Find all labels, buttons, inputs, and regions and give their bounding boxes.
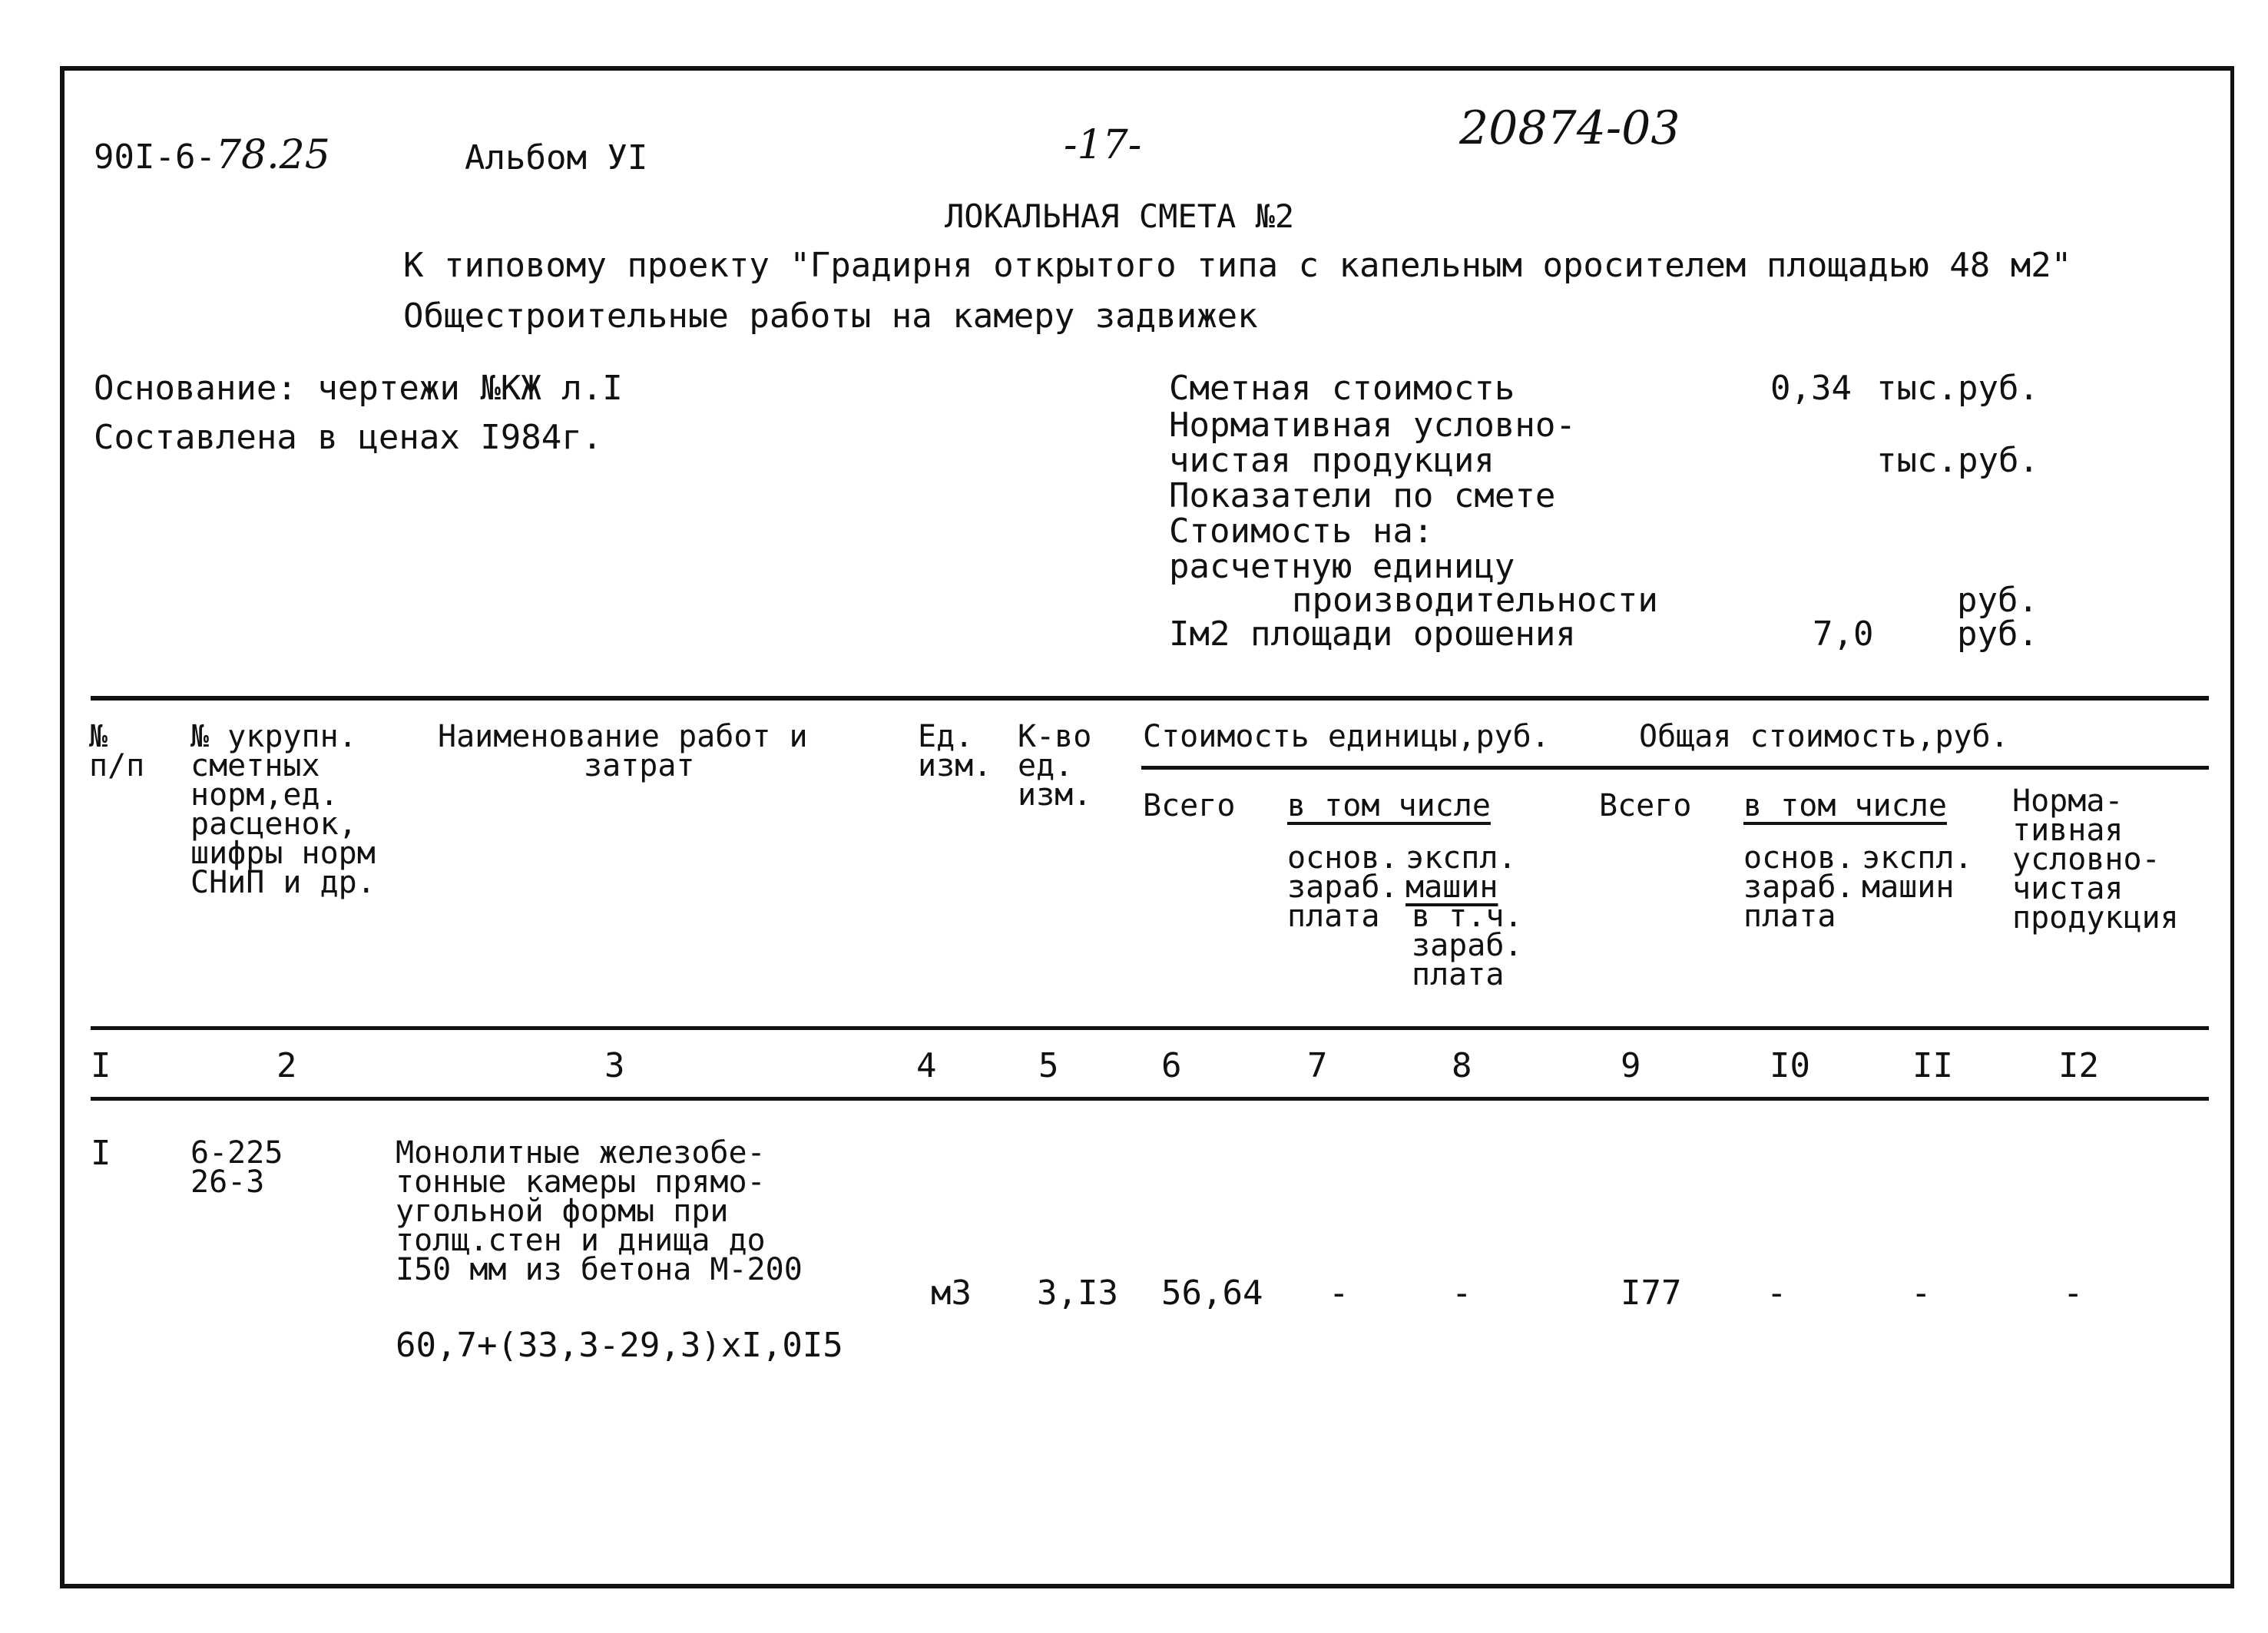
header-total-cost: Общая стоимость,руб. bbox=[1639, 719, 2009, 754]
header-total-base-wage: основ. зараб. плата bbox=[1743, 840, 1855, 934]
document-title: ЛОКАЛЬНАЯ СМЕТА №2 bbox=[945, 197, 1295, 235]
row-formula: 60,7+(33,3-29,3)хI,0I5 bbox=[396, 1326, 843, 1365]
row-normative: - bbox=[2063, 1274, 2084, 1313]
doc-code: 90I-6-78.25 bbox=[94, 132, 330, 178]
cost-group-rule bbox=[1141, 766, 2209, 770]
header-col-5: К-во ед. изм. bbox=[1018, 719, 1092, 813]
row-unit-base-wage: - bbox=[1329, 1274, 1349, 1313]
header-total-including: в том числе bbox=[1743, 788, 1947, 823]
row-unit: м3 bbox=[931, 1274, 972, 1313]
header-col-2: № укрупн. сметных норм,ед. расценок, шифры норм СНиП и др. bbox=[190, 719, 376, 900]
header-unit-machine-b: машин bbox=[1405, 869, 1498, 905]
colnum-5: 5 bbox=[1038, 1046, 1059, 1085]
header-col-3-line1: Наименование работ и bbox=[438, 719, 808, 754]
header-col-3-line2: затрат bbox=[584, 748, 695, 783]
header-total-all: Всего bbox=[1599, 788, 1692, 823]
colnum-9: 9 bbox=[1621, 1046, 1641, 1085]
colnum-2: 2 bbox=[276, 1046, 297, 1085]
project-line: К типовому проекту "Градирня открытого типа с капельным оросителем площадью 48 м2" bbox=[403, 246, 2072, 285]
colnum-3: 3 bbox=[604, 1046, 625, 1085]
unit-unit: руб. bbox=[1957, 581, 2038, 620]
normative-label-1: Нормативная условно- bbox=[1169, 406, 1576, 445]
header-unit-all: Всего bbox=[1143, 788, 1236, 823]
works-line: Общестроительные работы на камеру задвижек bbox=[403, 296, 1258, 336]
page-number: -17- bbox=[1064, 122, 1142, 168]
row-code: 6-225 26-3 bbox=[190, 1135, 283, 1200]
cost-on-label: Стоимость на: bbox=[1169, 512, 1434, 551]
unit-label-2: производительности bbox=[1292, 581, 1658, 620]
numbers-bottom-rule bbox=[91, 1097, 2209, 1101]
header-total-machine: экспл. машин bbox=[1862, 840, 1973, 905]
colnum-8: 8 bbox=[1452, 1046, 1472, 1085]
row-total-base-wage: - bbox=[1766, 1274, 1787, 1313]
row-number: I bbox=[91, 1134, 111, 1173]
page-frame bbox=[60, 66, 2234, 1588]
row-unit-total: 56,64 bbox=[1161, 1274, 1263, 1313]
basis-line: Основание: чертежи №КЖ л.I bbox=[94, 369, 623, 408]
header-normative: Норма- тивная условно- чистая продукция bbox=[2012, 783, 2179, 936]
area-label: Iм2 площади орошения bbox=[1169, 614, 1576, 654]
colnum-10: I0 bbox=[1770, 1046, 1810, 1085]
colnum-6: 6 bbox=[1161, 1046, 1182, 1085]
indicators-label: Показатели по смете bbox=[1169, 476, 1556, 515]
estimated-cost-label: Сметная стоимость bbox=[1169, 369, 1515, 408]
colnum-1: I bbox=[91, 1046, 111, 1085]
prices-line: Составлена в ценах I984г. bbox=[94, 418, 603, 457]
header-col-4: Ед. изм. bbox=[918, 719, 992, 783]
table-top-rule bbox=[91, 696, 2209, 701]
area-unit: руб. bbox=[1957, 614, 2038, 654]
header-unit-including: в том числе bbox=[1287, 788, 1491, 823]
normative-unit: тыс.руб. bbox=[1876, 441, 2039, 480]
header-unit-machine-wage: в т.ч. зараб. плата bbox=[1412, 899, 1523, 992]
colnum-11: II bbox=[1912, 1046, 1953, 1085]
row-unit-machine: - bbox=[1452, 1274, 1472, 1313]
album-label: Альбом УI bbox=[465, 138, 648, 177]
estimated-cost-value: 0,34 bbox=[1770, 369, 1852, 408]
header-bottom-rule bbox=[91, 1026, 2209, 1030]
colnum-7: 7 bbox=[1307, 1046, 1328, 1085]
colnum-4: 4 bbox=[916, 1046, 937, 1085]
normative-label-2: чистая продукция bbox=[1169, 441, 1495, 480]
colnum-12: I2 bbox=[2058, 1046, 2099, 1085]
registry-number: 20874-03 bbox=[1459, 101, 1680, 155]
area-value: 7,0 bbox=[1813, 614, 1874, 654]
header-unit-base-wage: основ. зараб. плата bbox=[1287, 840, 1399, 934]
header-unit-cost: Стоимость единицы,руб. bbox=[1143, 719, 1550, 754]
row-total-machine: - bbox=[1911, 1274, 1932, 1313]
header-col-1: № п/п bbox=[89, 719, 145, 783]
row-quantity: 3,I3 bbox=[1037, 1274, 1118, 1313]
row-name: Монолитные железобе- тонные камеры прямо- угольной формы при толщ.стен и днища до I50 мм из бетона М-200 bbox=[396, 1135, 803, 1287]
estimated-cost-unit: тыс.руб. bbox=[1876, 369, 2039, 408]
unit-label-1: расчетную единицу bbox=[1169, 547, 1515, 586]
row-total: I77 bbox=[1621, 1274, 1682, 1313]
header-unit-machine-a: экспл. bbox=[1405, 840, 1517, 876]
